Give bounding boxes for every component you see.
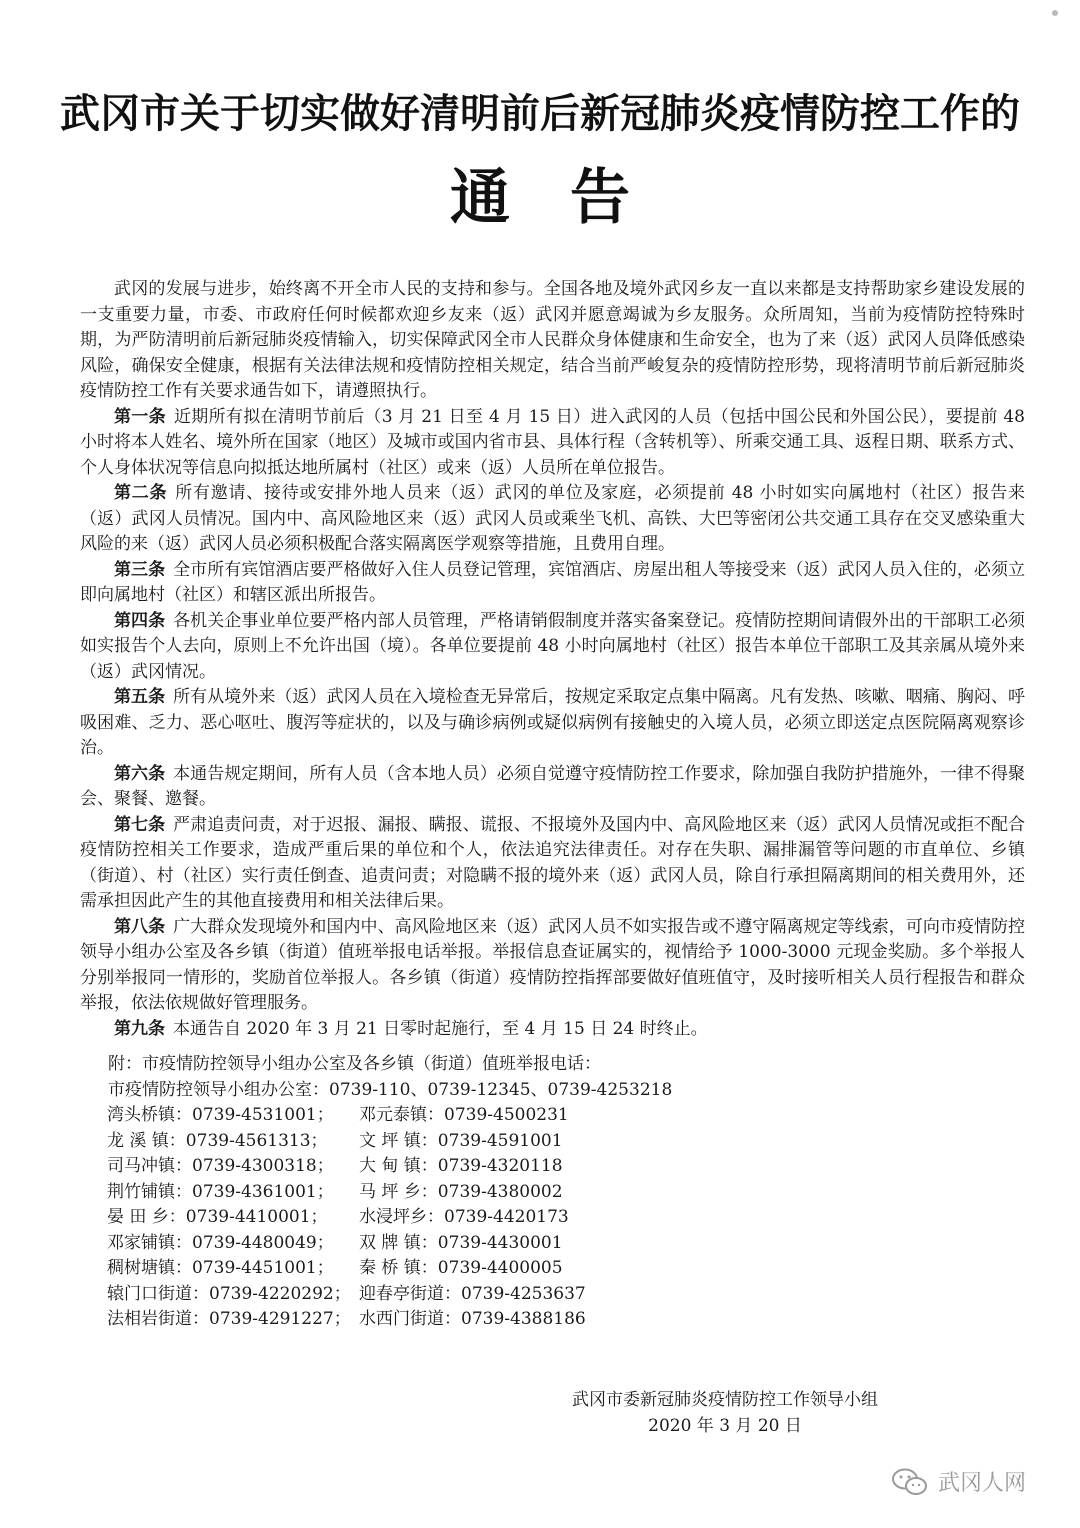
article-9: [80, 1017, 1025, 1043]
hotline-entry: 文 坪 镇：0739-4591001: [359, 1130, 563, 1151]
hotline-entry: 迎春亭街道：0739-4253637: [359, 1283, 586, 1304]
article-label: 第三条: [114, 559, 166, 580]
hotline-row: [107, 1256, 611, 1282]
hotline-row: [107, 1180, 611, 1206]
hotline-entry: 大 甸 镇：0739-4320118: [359, 1156, 563, 1176]
notice-subtitle: 通告: [450, 163, 690, 233]
wechat-icon: [890, 1467, 930, 1497]
article-label: 第五条: [114, 687, 166, 707]
signature-block: [560, 1387, 890, 1439]
article-text: 本通告自 2020 年 3 月 21 日零时起施行，至 4 月 15 日 24 时终止。: [173, 1018, 708, 1039]
article-3: [80, 558, 1025, 609]
attachment-heading: 附：市疫情防控领导小组办公室及各乡镇（街道）值班举报电话：: [108, 1054, 601, 1074]
hotline-row: [107, 1307, 611, 1333]
hotline-row: [107, 1231, 611, 1257]
article-5: [80, 685, 1025, 762]
article-text: 所有邀请、接待或安排外地人员来（返）武冈的单位及家庭，必须提前 48 小时如实向属地村（社区）报告来（返）武冈人员情况。国内中、高风险地区来（返）武冈人员或乘坐飞机、高铁、大巴等密闭公共交通工具存在交叉感染重大风险的来（返）武冈人员必须积极配合落实隔离医学观察等措施，且费用自理。: [80, 483, 1026, 554]
article-6: [80, 762, 1025, 813]
article-text: 全市所有宾馆酒店要严格做好入住人员登记管理，宾馆酒店、房屋出租人等接受来（返）武冈人员入住的，必须立即向属地村（社区）和辖区派出所报告。: [80, 559, 1026, 605]
watermark: [890, 1466, 1026, 1497]
article-text: 各机关企事业单位要严格内部人员管理，严格请销假制度并落实备案登记。疫情防控期间请假外出的干部职工必须如实报告个人去向，原则上不允许出国（境）。各单位要提前 48 小时向属地村（社区）报告本单位干部职工及其亲属从境外来（返）武冈情况。: [80, 610, 1026, 682]
article-label: 第一条: [114, 406, 166, 427]
hotline-row: [107, 1129, 611, 1155]
article-text: 本通告规定期间，所有人员（含本地人员）必须自觉遵守疫情防控工作要求，除加强自我防护措施外，一律不得聚会、聚餐、邀餐。: [80, 763, 1026, 809]
article-text: 近期所有拟在清明节前后（3 月 21 日至 4 月 15 日）进入武冈的人员（包括中国公民和外国公民），要提前 48 小时将本人姓名、境外所在国家（地区）及城市或国内省市县、具体行程（含转机等）、所乘交通工具、返程日期、联系方式、个人身体状况等信息向拟抵达地所属村（社区）或来（返）人员所在单位报告。: [80, 406, 1025, 478]
hotline-entry: 秦 桥 镇：0739-4400005: [359, 1258, 563, 1278]
article-8: [80, 915, 1025, 1017]
hotline-entry: 双 牌 镇：0739-4430001: [359, 1232, 563, 1253]
hotline-entry: 法相岩街道：0739-4291227；: [107, 1309, 351, 1329]
article-1: [80, 405, 1025, 482]
notice-title: 武冈市关于切实做好清明前后新冠肺炎疫情防控工作的: [60, 91, 1020, 137]
article-label: 第六条: [114, 763, 166, 784]
watermark-text: 武冈人网: [938, 1471, 1027, 1496]
article-4: [80, 609, 1025, 686]
hotline-entry: 龙 溪 镇：0739-4561313；: [107, 1130, 328, 1151]
hotline-row: [107, 1103, 611, 1129]
article-label: 第四条: [114, 610, 166, 631]
office-hotline: 市疫情防控领导小组办公室：0739-110、0739-12345、0739-4253218: [108, 1079, 673, 1100]
hotline-entry: 辕门口街道：0739-4220292；: [107, 1283, 351, 1304]
hotline-entry: 荆竹铺镇：0739-4361001；: [107, 1181, 334, 1202]
article-7: [80, 813, 1025, 915]
hotline-entry: 马 坪 乡：0739-4380002: [359, 1181, 563, 1202]
hotline-entry: 湾头桥镇：0739-4531001；: [107, 1105, 334, 1125]
article-label: 第九条: [114, 1018, 165, 1039]
signature-date: 2020 年 3 月 20 日: [648, 1416, 802, 1436]
scan-mark: [1052, 10, 1058, 16]
hotline-table: [107, 1103, 611, 1333]
notice-body: [80, 277, 1025, 1042]
hotline-entry: 邓元泰镇：0739-4500231: [359, 1105, 569, 1125]
hotline-entry: 水浸坪乡：0739-4420173: [359, 1207, 569, 1227]
hotline-row: [107, 1154, 611, 1180]
articles-list: [80, 405, 1025, 1017]
article-label: 第二条: [114, 483, 168, 503]
hotline-entry: 邓家铺镇：0739-4480049；: [107, 1232, 334, 1253]
hotline-entry: 司马冲镇：0739-4300318；: [107, 1156, 334, 1176]
attachment-section: [80, 1052, 1025, 1103]
hotline-row: [107, 1205, 611, 1231]
article-text: 严肃追责问责，对于迟报、漏报、瞒报、谎报、不报境外及国内中、高风险地区来（返）武冈人员情况或拒不配合疫情防控相关工作要求，造成严重后果的单位和个人，依法追究法律责任。对存在失职、漏排漏管等问题的市直单位、乡镇（街道）、村（社区）实行责任倒查、追责问责；对隐瞒不报的境外来（返）武冈人员，除自行承担隔离期间的相关费用外，还需承担因此产生的其他直接费用和相关法律后果。: [80, 814, 1026, 911]
hotline-row: [107, 1282, 611, 1308]
hotline-entry: 水西门街道：0739-4388186: [359, 1309, 586, 1329]
article-2: [80, 481, 1025, 558]
article-text: 所有从境外来（返）武冈人员在入境检查无异常后，按规定采取定点集中隔离。凡有发热、咳嗽、咽痛、胸闷、呼吸困难、乏力、恶心呕吐、腹泻等症状的，以及与确诊病例或疑似病例有接触史的入境人员，必须立即送定点医院隔离观察诊治。: [80, 687, 1026, 758]
intro-paragraph: 武冈的发展与进步，始终离不开全市人民的支持和参与。全国各地及境外武冈乡友一直以来都是支持帮助家乡建设发展的一支重要力量，市委、市政府任何时候都欢迎乡友来（返）武冈并愿意竭诚为乡友服务。众所周知，当前为疫情防控特殊时期，为严防清明前后新冠肺炎疫情输入，切实保障武冈全市人民群众身体健康和生命安全，也为了来（返）武冈人员降低感染风险，确保安全健康，根据有关法律法规和疫情防控相关规定，结合当前严峻复杂的疫情防控形势，现将清明节前后新冠肺炎疫情防控工作有关要求通告如下，请遵照执行。: [80, 279, 1025, 401]
article-label: 第七条: [114, 814, 166, 835]
hotline-entry: 稠树塘镇：0739-4451001；: [107, 1258, 334, 1278]
article-text: 广大群众发现境外和国内中、高风险地区来（返）武冈人员不如实报告或不遵守隔离规定等线索，可向市疫情防控领导小组办公室及各乡镇（街道）值班举报电话举报。举报信息查证属实的，视情给予 1000-3000 元现金奖励。多个举报人分别举报同一情形的，奖励首位举报人。各乡镇（街道）疫情防控指挥部要做好值班值守，及时接听相关人员行程报告和群众举报，依法依规做好管理服务。: [80, 916, 1026, 1013]
article-label: 第八条: [114, 916, 166, 937]
signature-org: 武冈市委新冠肺炎疫情防控工作领导小组: [572, 1390, 878, 1410]
hotline-entry: 晏 田 乡：0739-4410001；: [107, 1207, 328, 1227]
